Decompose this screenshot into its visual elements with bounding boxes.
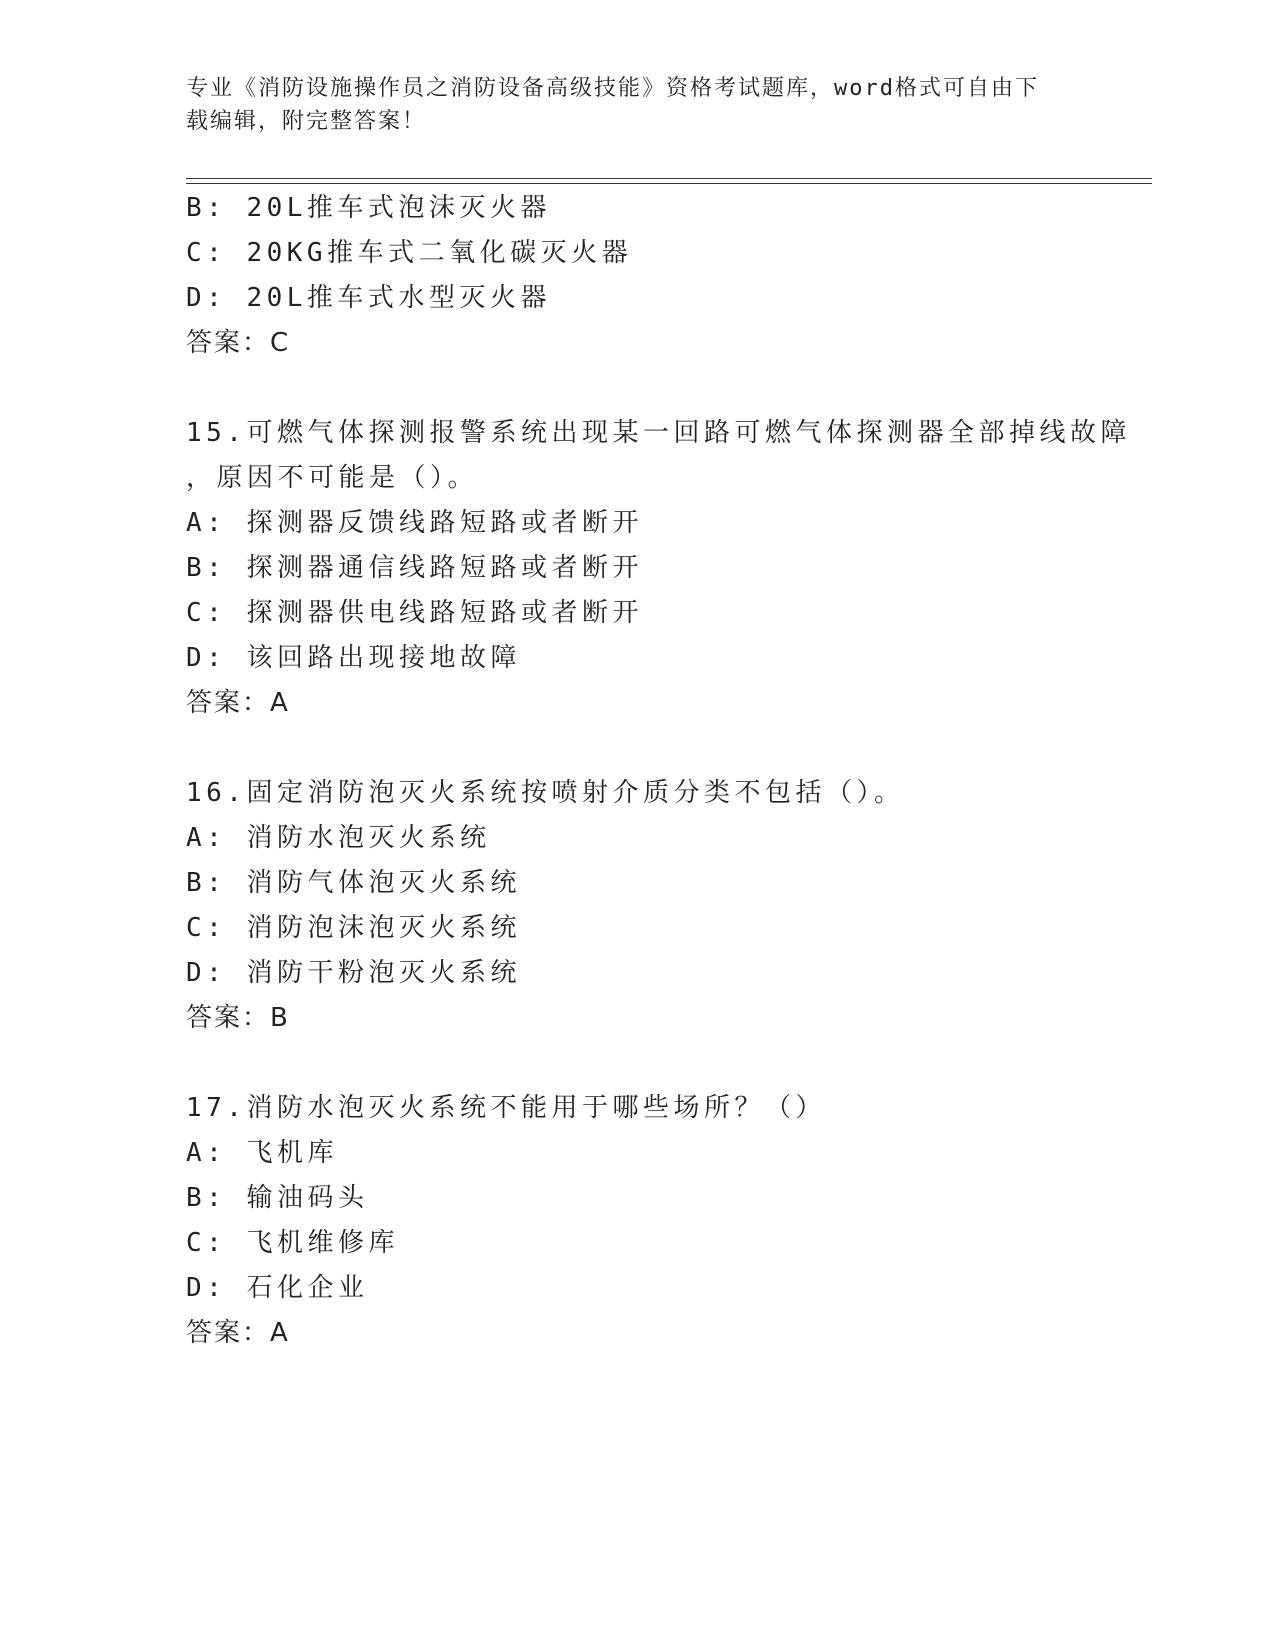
q16-option-d: D: 消防干粉泡灭火系统 xyxy=(186,958,521,988)
q15-stem-line-1: 15.可燃气体探测报警系统出现某一回路可燃气体探测器全部掉线故障 xyxy=(186,418,1131,448)
prev-answer: 答案：C xyxy=(186,328,291,358)
q15-stem-line-2: ，原因不可能是（）。 xyxy=(186,463,479,493)
header-divider-bottom xyxy=(186,183,1152,184)
q17-option-a: A: 飞机库 xyxy=(186,1138,338,1168)
q15-answer: 答案：A xyxy=(186,688,290,718)
header-line-1: 专业《消防设施操作员之消防设备高级技能》资格考试题库，word格式可自由下 xyxy=(186,76,1039,101)
q17-answer: 答案：A xyxy=(186,1318,290,1348)
q16-stem: 16.固定消防泡灭火系统按喷射介质分类不包括（）。 xyxy=(186,778,905,808)
prev-option-b: B: 20L推车式泡沫灭火器 xyxy=(186,193,551,223)
q16-option-b: B: 消防气体泡灭火系统 xyxy=(186,868,521,898)
prev-option-c: C: 20KG推车式二氧化碳灭火器 xyxy=(186,238,633,268)
q16-answer: 答案：B xyxy=(186,1003,290,1033)
prev-option-d: D: 20L推车式水型灭火器 xyxy=(186,283,551,313)
q17-option-b: B: 输油码头 xyxy=(186,1183,369,1213)
q17-option-d: D: 石化企业 xyxy=(186,1273,369,1303)
document-header xyxy=(186,72,1066,138)
q15-option-c: C: 探测器供电线路短路或者断开 xyxy=(186,598,643,628)
q15-option-d: D: 该回路出现接地故障 xyxy=(186,643,521,673)
q17-stem: 17.消防水泡灭火系统不能用于哪些场所？（） xyxy=(186,1093,826,1123)
q16-option-c: C: 消防泡沫泡灭火系统 xyxy=(186,913,521,943)
header-line-2: 载编辑，附完整答案！ xyxy=(186,109,427,134)
q16-option-a: A: 消防水泡灭火系统 xyxy=(186,823,491,853)
q15-option-a: A: 探测器反馈线路短路或者断开 xyxy=(186,508,643,538)
q17-option-c: C: 飞机维修库 xyxy=(186,1228,399,1258)
q15-option-b: B: 探测器通信线路短路或者断开 xyxy=(186,553,643,583)
header-divider-top xyxy=(186,178,1152,179)
